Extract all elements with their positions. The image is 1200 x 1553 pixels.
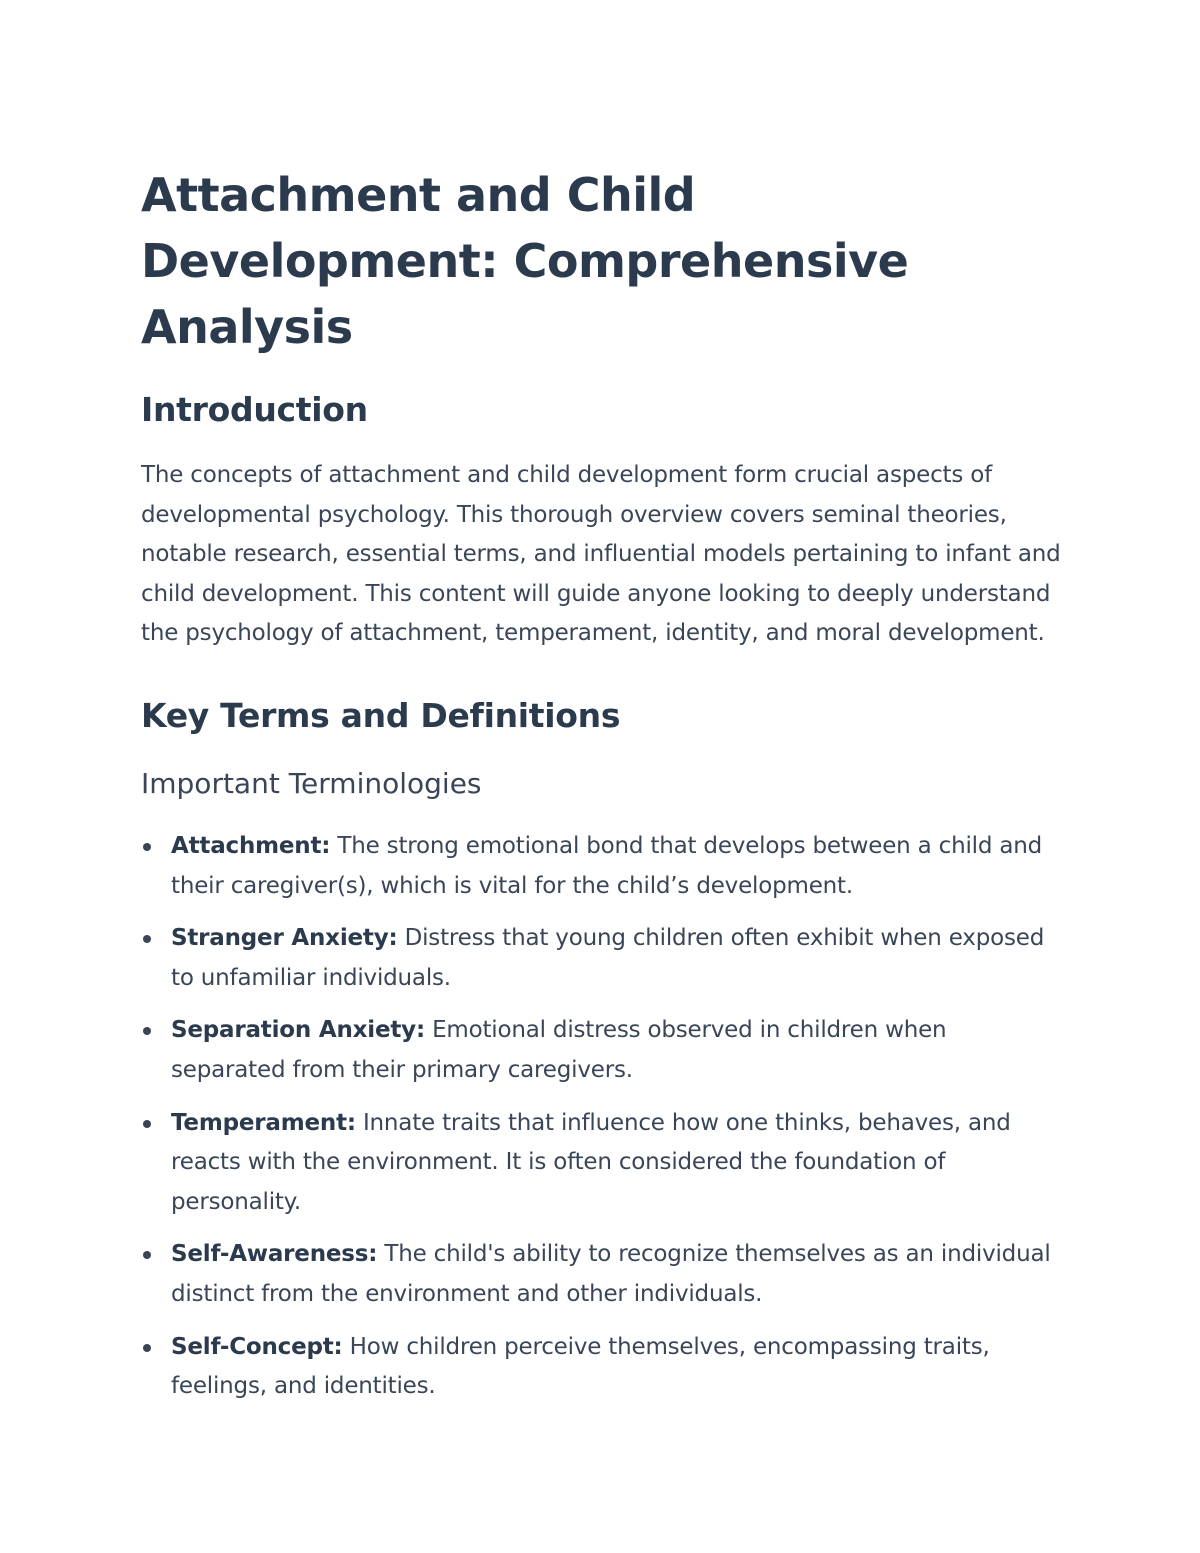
terms-list <box>141 827 1061 1407</box>
section-heading-introduction: Introduction <box>141 390 368 429</box>
document-title: Attachment and Child Development: Comprehensive Analysis <box>141 168 909 354</box>
term-separator: : <box>346 1109 356 1136</box>
term-label: Stranger Anxiety <box>171 925 389 952</box>
bullet-icon <box>143 1120 151 1128</box>
term-definition: How children perceive themselves, encompassing traits, feelings, and identities. <box>171 1333 990 1400</box>
term-definition: The strong emotional bond that develops between a child and their caregiver(s), which is vital for the child’s development. <box>171 832 1043 899</box>
term-label: Self-Awareness <box>171 1241 369 1268</box>
bullet-icon <box>143 935 151 943</box>
subheading-important-terminologies: Important Terminologies <box>141 766 482 800</box>
term-definition: Distress that young children often exhibit when exposed to unfamiliar individuals. <box>171 925 1045 991</box>
bullet-icon <box>143 1344 151 1352</box>
introduction-paragraph: The concepts of attachment and child development form crucial aspects of developmental psychology. This thorough overview covers seminal theories, notable research, essential terms, and influential models pertaining to infant and child development. This content will guide anyone looking to deeply understand the psychology of attachment, temperament, identity, and moral development. <box>141 462 1061 647</box>
term-definition: The child's ability to recognize themselves as an individual distinct from the environment and other individuals. <box>171 1241 1051 1307</box>
term-separator: : <box>388 925 398 952</box>
term-label: Separation Anxiety <box>171 1017 416 1044</box>
list-item-separation-anxiety <box>141 1011 1061 1090</box>
term-separator: : <box>415 1017 425 1044</box>
list-item-attachment <box>141 827 1061 906</box>
section-heading-key-terms: Key Terms and Definitions <box>141 695 621 735</box>
list-item-stranger-anxiety <box>141 919 1061 998</box>
term-separator: : <box>333 1333 343 1360</box>
bullet-icon <box>143 843 151 851</box>
list-item-self-concept <box>141 1328 1061 1407</box>
term-separator: : <box>321 832 331 859</box>
term-label: Attachment <box>171 832 322 859</box>
bullet-icon <box>143 1251 151 1259</box>
bullet-icon <box>143 1027 151 1035</box>
term-label: Self-Concept <box>171 1333 334 1360</box>
term-label: Temperament <box>171 1109 347 1136</box>
term-definition: Innate traits that influence how one thinks, behaves, and reacts with the environment. It is often considered the foundation of personality. <box>171 1109 1011 1215</box>
list-item-self-awareness <box>141 1235 1061 1314</box>
list-item-temperament <box>141 1104 1061 1223</box>
term-separator: : <box>368 1241 378 1268</box>
term-definition: Emotional distress observed in children when separated from their primary caregivers. <box>171 1017 947 1083</box>
document-page <box>141 162 1061 1420</box>
